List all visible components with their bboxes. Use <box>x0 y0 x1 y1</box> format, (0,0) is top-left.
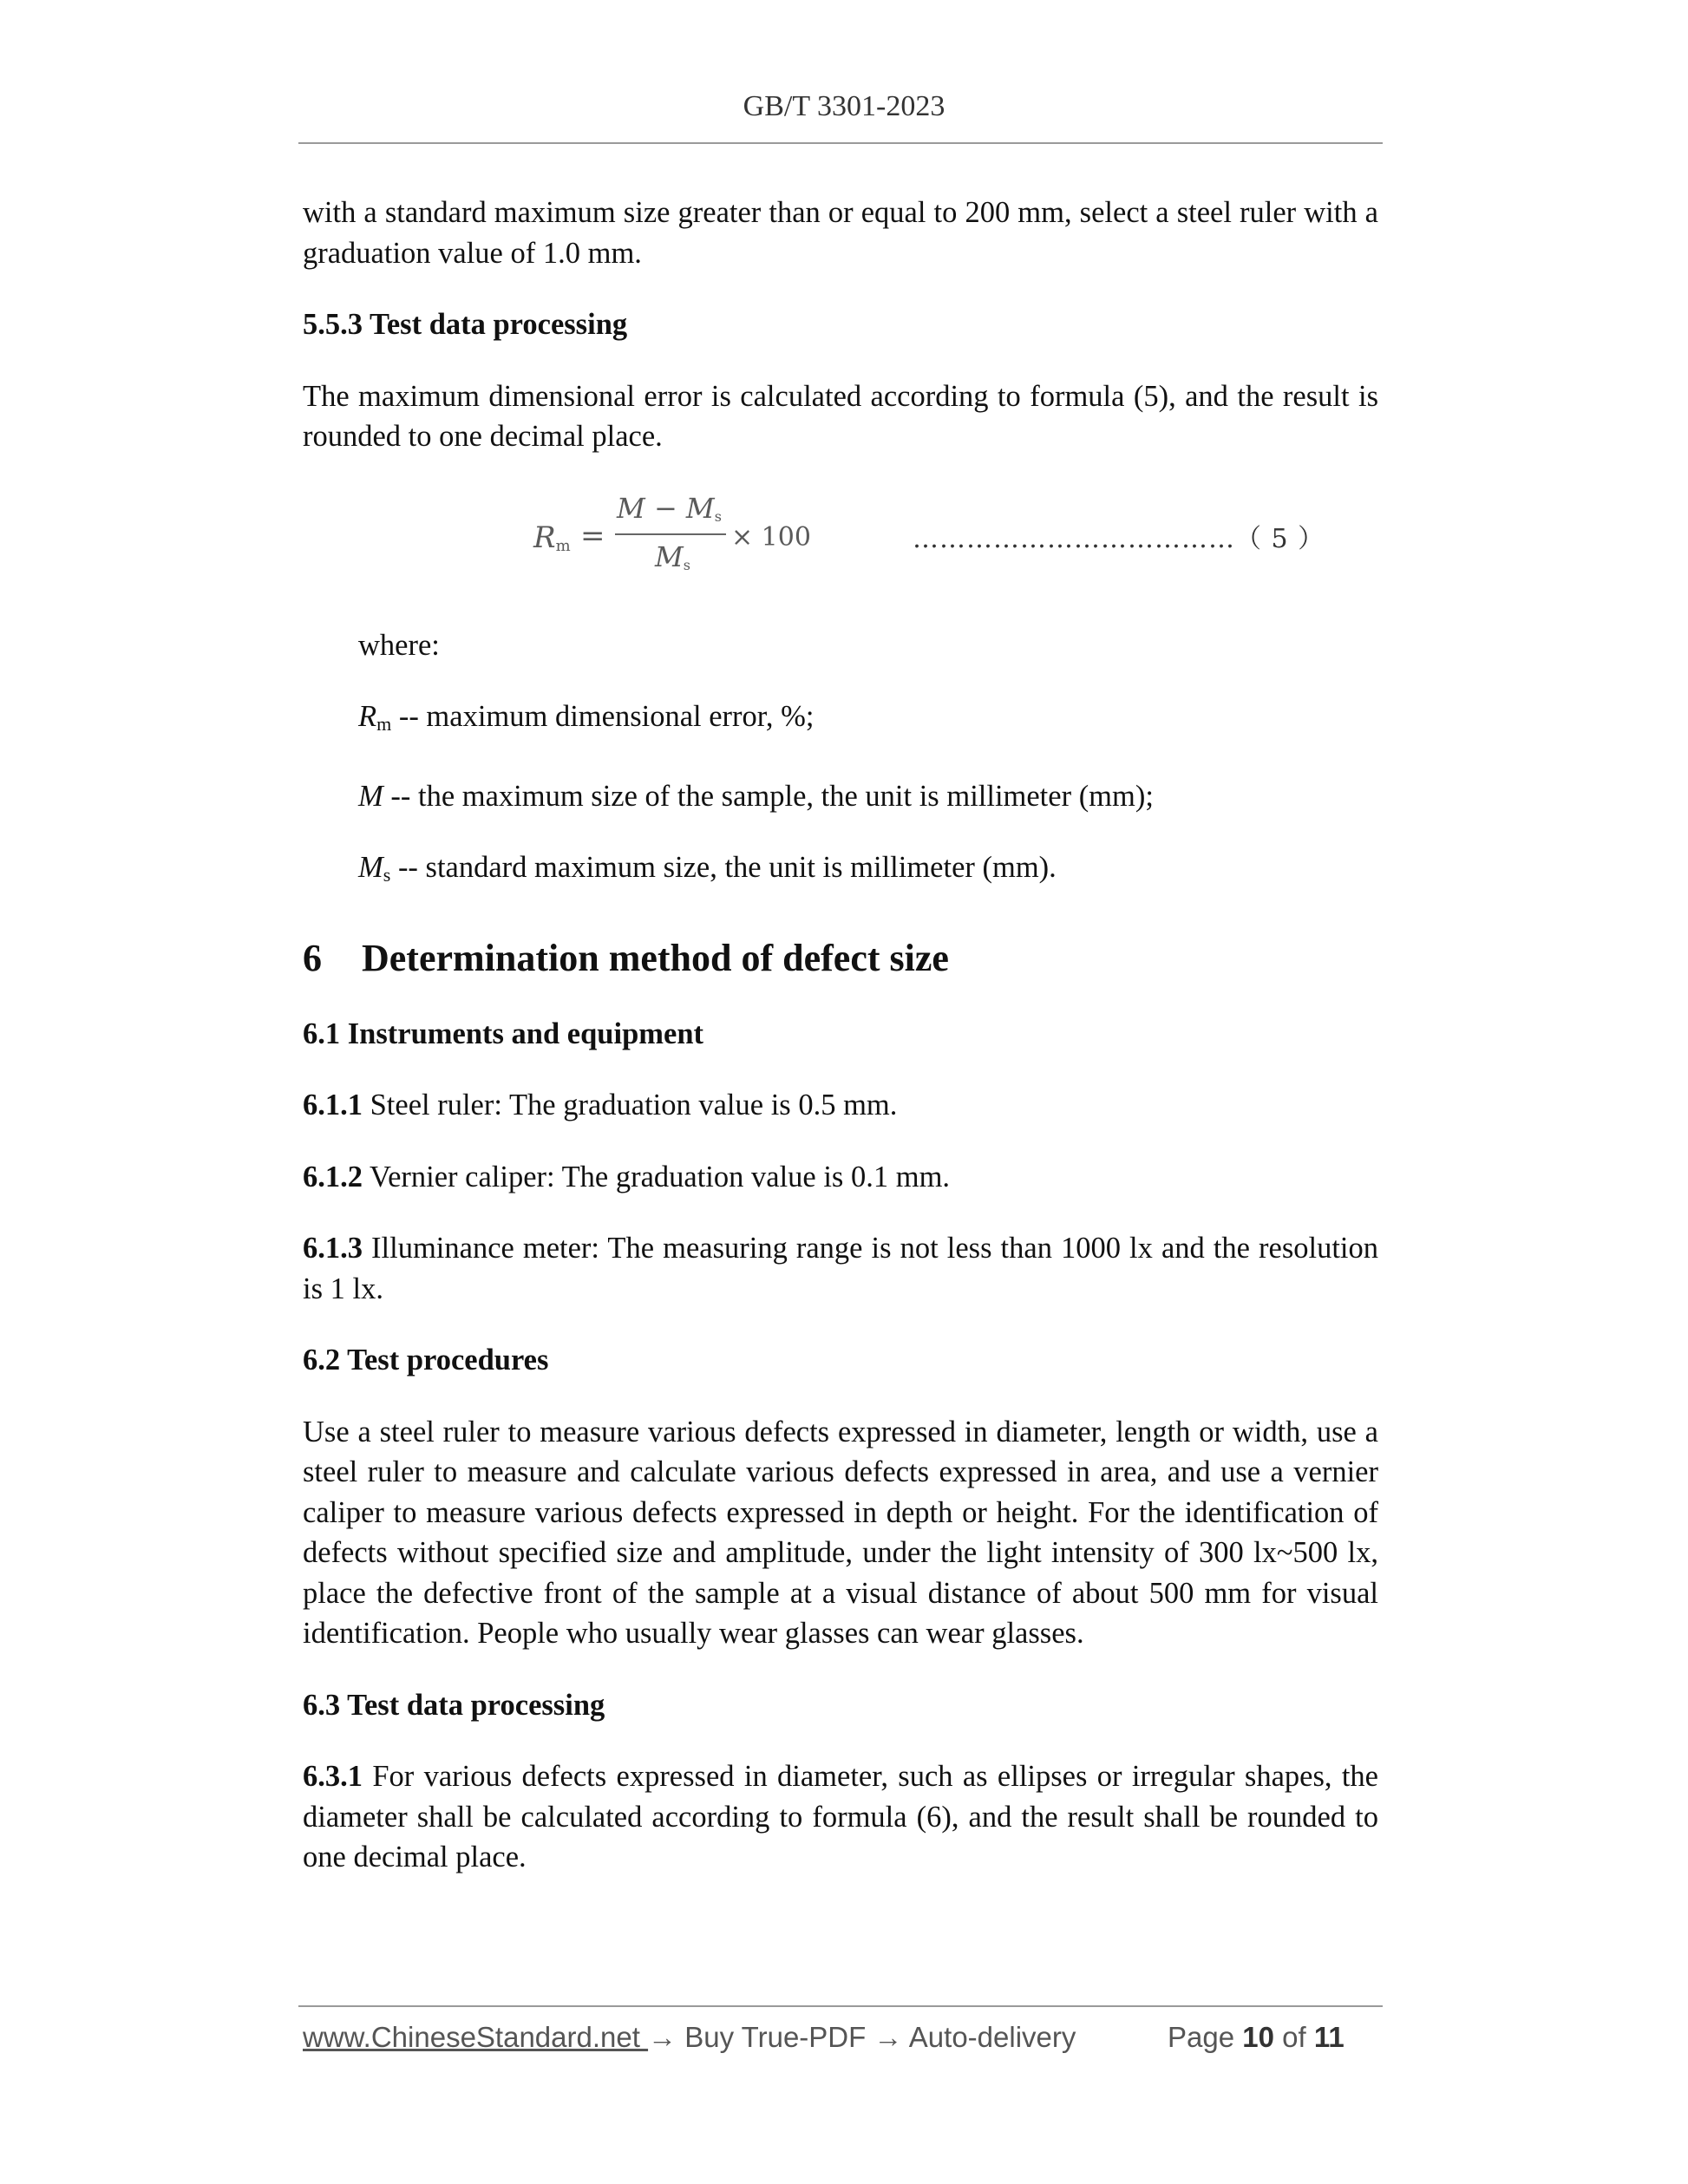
footer-source <box>303 2021 1076 2054</box>
document-body <box>303 193 1378 1878</box>
current-page: 10 <box>1242 2021 1274 2053</box>
formula-5 <box>303 488 1378 594</box>
document-code-header: GB/T 3301-2023 <box>743 90 945 122</box>
heading-6-2: 6.2 Test procedures <box>303 1344 549 1376</box>
arrow-right-icon: → <box>873 2021 903 2053</box>
formula-denominator: $M_s$ <box>655 539 690 573</box>
total-pages: 11 <box>1313 2021 1345 2053</box>
definition-rm: $R_m$ -- maximum dimensional error, %; <box>358 700 815 735</box>
definition-ms: $M_s$ -- standard maximum size, the unit is millimeter (mm). <box>358 851 1057 886</box>
formula-5-expression <box>533 488 828 594</box>
where-label: where: <box>358 628 440 662</box>
auto-delivery-text: Auto-delivery <box>902 2021 1076 2053</box>
paragraph-6-1-3: 6.1.3 Illuminance meter: The measuring range is not less than 1000 lx and the resolution is 1 lx. <box>303 1232 1378 1305</box>
paragraph-continuation: with a standard maximum size greater than or equal to 200 mm, select a steel ruler with a graduation value of 1.0 mm. <box>303 196 1378 270</box>
heading-5-5-3: 5.5.3 Test data processing <box>303 308 628 341</box>
fraction-bar <box>615 533 726 535</box>
section-heading-6: 6 Determination method of defect size <box>303 936 949 979</box>
formula-multiplier: × 100 <box>731 521 811 553</box>
formula-number: ………………………………（ 5 ） <box>913 523 1325 554</box>
formula-lhs: $R_m$ <box>533 520 571 555</box>
paragraph-6-1-1: 6.1.1 Steel ruler: The graduation value is 0.5 mm. <box>303 1089 898 1121</box>
paragraph-6-1-2: 6.1.2 Vernier caliper: The graduation value is 0.1 mm. <box>303 1160 951 1193</box>
formula-numerator: $M - M_s$ <box>617 491 722 525</box>
formula-equals: = <box>580 518 605 553</box>
footer-divider <box>298 2005 1383 2007</box>
heading-6-3: 6.3 Test data processing <box>303 1688 605 1722</box>
buy-true-pdf-text: Buy True-PDF <box>677 2021 874 2053</box>
heading-6-1: 6.1 Instruments and equipment <box>303 1017 703 1050</box>
definition-m: M -- the maximum size of the sample, the unit is millimeter (mm); <box>358 779 1154 813</box>
paragraph-6-2: Use a steel ruler to measure various defects expressed in diameter, length or width, use a steel ruler to measure and calculate various defects expressed in area, and use a vernier caliper to measure various defects expressed in depth or height. For the identification of defects without specified size and amplitude, under the light intensity of 300 lx~500 lx, place the defective front of the sample at a visual distance of about 500 mm for visual identification. People who usually wear glasses can wear glasses. <box>303 1415 1378 1650</box>
page-number: Page 10 of 11 <box>1168 2021 1345 2053</box>
paragraph-5-5-3: The maximum dimensional error is calculated according to formula (5), and the result is rounded to one decimal place. <box>303 379 1378 453</box>
paragraph-6-3-1: 6.3.1 For various defects expressed in diameter, such as ellipses or irregular shapes, the diameter shall be calculated according to formula (6), and the result shall be rounded to one decimal place. <box>303 1760 1378 1873</box>
header-divider <box>298 142 1383 144</box>
chinesestandard-link[interactable]: www.ChineseStandard.net <box>303 2021 649 2053</box>
arrow-right-icon: → <box>648 2021 677 2053</box>
